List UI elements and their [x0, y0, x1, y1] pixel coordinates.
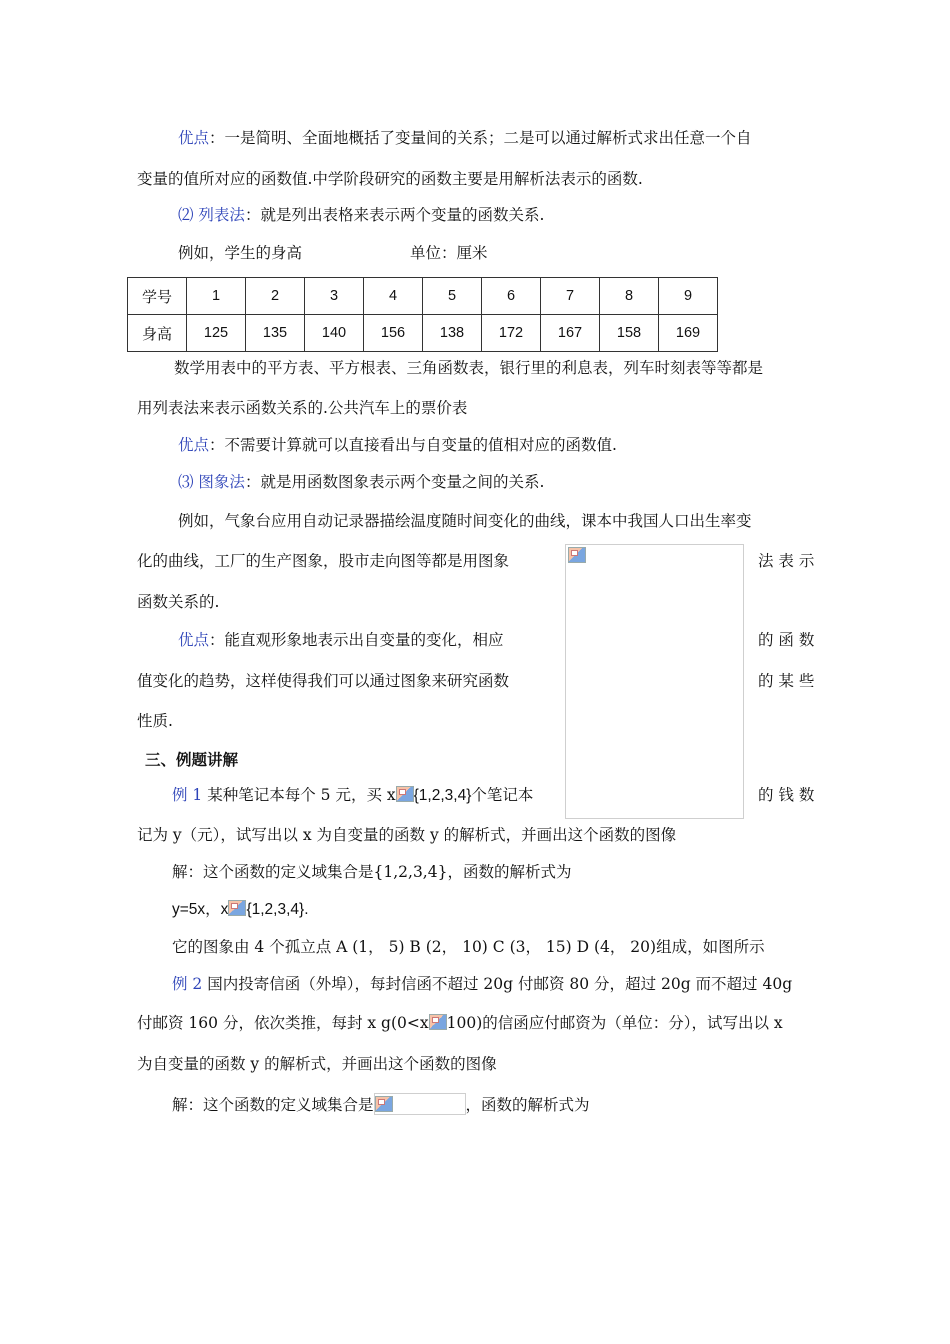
paragraph-line: 法 表 示	[758, 552, 815, 570]
table-cell: 172	[482, 315, 541, 352]
section-graph-method: ⑶ 图象法：就是用函数图象表示两个变量之间的关系.	[178, 473, 545, 491]
paragraph-line: 为自变量的函数 y 的解析式，并画出这个函数的图像	[137, 1055, 497, 1073]
advantage-paragraph-3: 优点：能直观形象地表示出自变量的变化，相应	[178, 631, 504, 649]
section-label: ⑵ 列表法	[178, 206, 245, 224]
example-2: 例 2 国内投寄信函（外埠），每封信函不超过 20g 付邮资 80 分，超过 20g 而不超过 40g	[172, 975, 793, 993]
paragraph-line: 的 某 些	[758, 672, 815, 690]
table-cell: 125	[187, 315, 246, 352]
section-label: ⑶ 图象法	[178, 473, 245, 491]
advantage-paragraph-2: 优点：不需要计算就可以直接看出与自变量的值相对应的函数值.	[178, 436, 617, 454]
solution-1-points: 它的图象由 4 个孤立点 A (1， 5) B (2， 10) C (3， 15) D (4， 20)组成，如图所示	[172, 938, 765, 956]
paragraph-line: 化的曲线，工厂的生产图象，股市走向图等都是用图象	[137, 552, 510, 570]
paragraph-line: 数学用表中的平方表、平方根表、三角函数表，银行里的利息表，列车时刻表等等都是	[174, 359, 764, 377]
section-heading: 三、例题讲解	[145, 750, 239, 769]
paragraph-line: 付邮资 160 分，依次类推，每封 x g(0<x 100)的信函应付邮资为（单位：分），试写出以 x	[137, 1014, 783, 1032]
table-cell: 3	[305, 278, 364, 315]
table-cell: 9	[659, 278, 718, 315]
paragraph-line: 用列表法来表示函数关系的.公共汽车上的票价表	[137, 399, 468, 417]
broken-image-icon	[375, 1096, 393, 1112]
table-cell: 4	[364, 278, 423, 315]
element-of-symbol-icon	[228, 900, 246, 916]
table-cell: 5	[423, 278, 482, 315]
table-cell: 138	[423, 315, 482, 352]
table-cell: 8	[600, 278, 659, 315]
example-label: 例 2	[172, 975, 203, 993]
table-cell: 6	[482, 278, 541, 315]
table-row	[128, 278, 718, 315]
paragraph-line: 的 函 数	[758, 631, 815, 649]
table-cell: 身高	[128, 315, 187, 352]
table-cell: 1	[187, 278, 246, 315]
table-cell: 158	[600, 315, 659, 352]
example-1: 例 1 某种笔记本每个 5 元，买 x {1,2,3,4}个笔记本	[172, 786, 534, 804]
table-cell: 2	[246, 278, 305, 315]
table-cell: 135	[246, 315, 305, 352]
less-equal-symbol-icon	[429, 1014, 447, 1030]
paragraph-line: 的 钱 数	[758, 786, 815, 804]
advantage-label: 优点	[178, 631, 210, 649]
paragraph-line: 记为 y（元），试写出以 x 为自变量的函数 y 的解析式，并画出这个函数的图像	[137, 826, 677, 844]
paragraph-line: 变量的值所对应的函数值.中学阶段研究的函数主要是用解析法表示的函数.	[137, 170, 643, 188]
table-row	[128, 315, 718, 352]
advantage-label: 优点	[178, 436, 210, 454]
paragraph-line: 值变化的趋势，这样使得我们可以通过图象来研究函数	[137, 672, 510, 690]
table-cell: 156	[364, 315, 423, 352]
paragraph-line: 函数关系的.	[137, 593, 220, 611]
unit-label: 单位：厘米	[410, 244, 488, 262]
table-cell: 学号	[128, 278, 187, 315]
height-table	[127, 277, 718, 352]
example-height: 例如，学生的身高	[178, 244, 303, 262]
formula-image-box	[374, 1093, 466, 1115]
example-label: 例 1	[172, 786, 203, 804]
table-cell: 169	[659, 315, 718, 352]
solution-2: 解：这个函数的定义域集合是 ，函数的解析式为	[172, 1093, 590, 1115]
advantage-label: 优点	[178, 129, 210, 147]
table-cell: 140	[305, 315, 364, 352]
table-cell: 167	[541, 315, 600, 352]
section-table-method: ⑵ 列表法：就是列出表格来表示两个变量的函数关系.	[178, 206, 545, 224]
element-of-symbol-icon	[396, 786, 414, 802]
solution-1: 解：这个函数的定义域集合是{1,2,3,4}，函数的解析式为	[172, 863, 572, 881]
broken-image-icon	[568, 547, 586, 563]
paragraph-line: 性质.	[137, 712, 173, 730]
advantage-paragraph-1: 优点：一是简明、全面地概括了变量间的关系；二是可以通过解析式求出任意一个自	[178, 129, 752, 147]
table-cell: 7	[541, 278, 600, 315]
image-frame	[565, 544, 744, 819]
solution-1-formula: y=5x，x {1,2,3,4}.	[172, 901, 309, 918]
paragraph-line: 例如，气象台应用自动记录器描绘温度随时间变化的曲线，课本中我国人口出生率变	[178, 512, 752, 530]
